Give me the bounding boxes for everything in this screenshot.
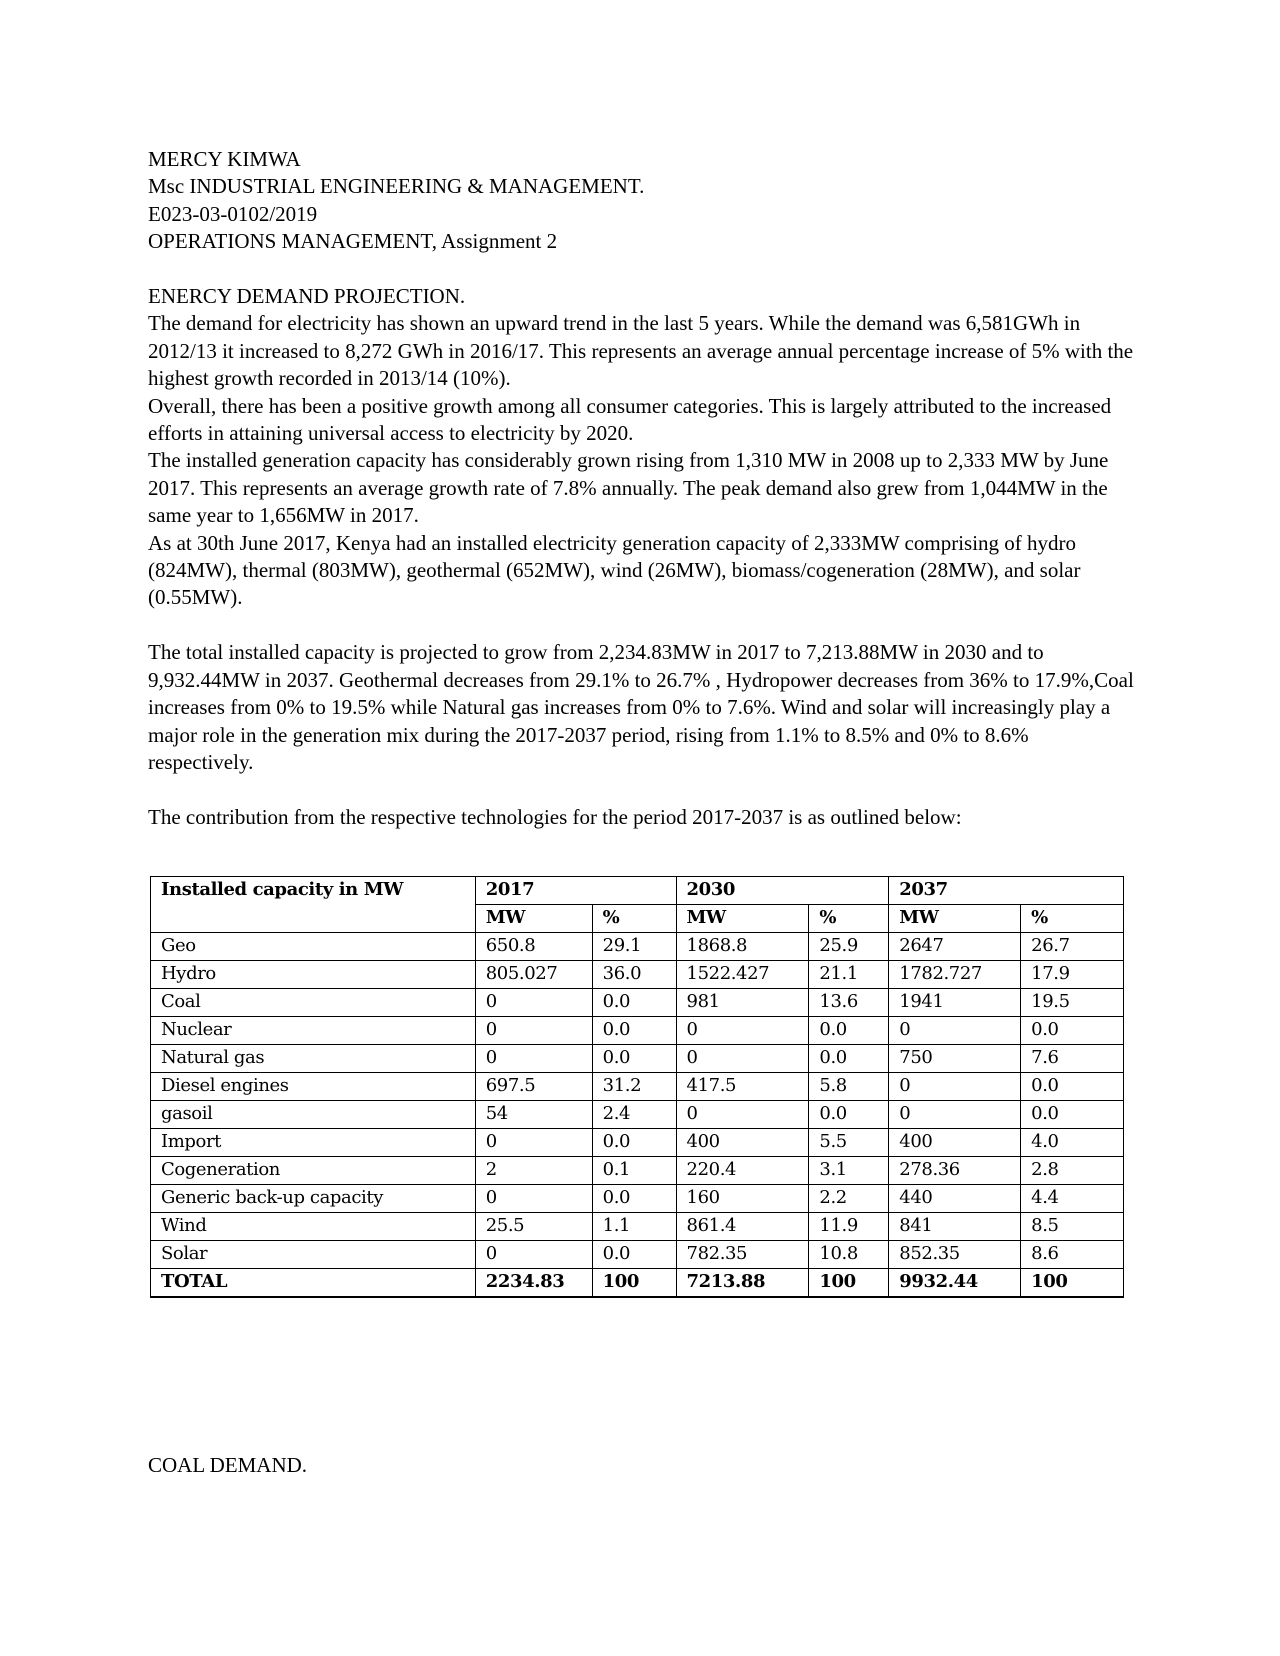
table-cell: 805.027 bbox=[475, 961, 592, 989]
table-row bbox=[151, 1129, 1124, 1157]
table-cell: 0.1 bbox=[592, 1157, 676, 1185]
table-cell: 0.0 bbox=[1021, 1017, 1124, 1045]
table-cell: 29.1 bbox=[592, 933, 676, 961]
technology-label: Wind bbox=[151, 1213, 476, 1241]
paragraph-table-intro: The contribution from the respective technologies for the period 2017-2037 is as outlined below: bbox=[148, 804, 962, 829]
table-cell: 1522.427 bbox=[676, 961, 809, 989]
section-title-coal-demand: COAL DEMAND. bbox=[148, 1453, 308, 1477]
table-cell: 1868.8 bbox=[676, 933, 809, 961]
table-cell: 650.8 bbox=[475, 933, 592, 961]
table-cell: 7.6 bbox=[1021, 1045, 1124, 1073]
table-cell: 2.8 bbox=[1021, 1157, 1124, 1185]
table-cell: 26.7 bbox=[1021, 933, 1124, 961]
subheader-cell: % bbox=[809, 905, 889, 933]
table-cell: 0 bbox=[889, 1073, 1021, 1101]
table-cell: 0.0 bbox=[592, 1129, 676, 1157]
table-row bbox=[151, 1157, 1124, 1185]
technology-label: Diesel engines bbox=[151, 1073, 476, 1101]
total-cell: 2234.83 bbox=[475, 1269, 592, 1298]
paragraph-capacity-projection: The total installed capacity is projected to grow from 2,234.83MW in 2017 to 7,213.88MW in 2030 and to 9,932.44MW in 2037. Geothermal decreases from 29.1% to 26.7% , Hydropower decreases from 36% to 17.9%,Coal increases from 0% to 19.5% while Natural gas increases from 0% to 7.6%. Wind and solar will increasingly play a major role in the generation mix during the 2017-2037 period, rising from 1.1% to 8.5% and 0% to 8.6% respectively. bbox=[148, 640, 1134, 774]
table-cell: 0 bbox=[475, 1017, 592, 1045]
table-corner-header: Installed capacity in MW bbox=[151, 877, 476, 933]
table-cell: 2 bbox=[475, 1157, 592, 1185]
table-cell: 10.8 bbox=[809, 1241, 889, 1269]
table-cell: 17.9 bbox=[1021, 961, 1124, 989]
total-cell: 7213.88 bbox=[676, 1269, 809, 1298]
table-cell: 54 bbox=[475, 1101, 592, 1129]
year-header-2037: 2037 bbox=[889, 877, 1124, 905]
table-row bbox=[151, 1101, 1124, 1129]
technology-label: Generic back-up capacity bbox=[151, 1185, 476, 1213]
installed-capacity-table bbox=[150, 876, 1124, 1298]
year-header-2017: 2017 bbox=[475, 877, 676, 905]
table-row bbox=[151, 933, 1124, 961]
table-cell: 31.2 bbox=[592, 1073, 676, 1101]
registration-number: E023-03-0102/2019 bbox=[148, 201, 318, 226]
table-cell: 852.35 bbox=[889, 1241, 1021, 1269]
table-cell: 4.0 bbox=[1021, 1129, 1124, 1157]
technology-label: Hydro bbox=[151, 961, 476, 989]
table-cell: 13.6 bbox=[809, 989, 889, 1017]
table-cell: 0.0 bbox=[592, 1241, 676, 1269]
technology-label: Coal bbox=[151, 989, 476, 1017]
table-row bbox=[151, 1185, 1124, 1213]
technology-label: gasoil bbox=[151, 1101, 476, 1129]
table-cell: 0 bbox=[475, 1185, 592, 1213]
table-cell: 278.36 bbox=[889, 1157, 1021, 1185]
table-cell: 3.1 bbox=[809, 1157, 889, 1185]
subheader-cell: MW bbox=[475, 905, 592, 933]
table-cell: 0.0 bbox=[592, 1185, 676, 1213]
subheader-cell: % bbox=[592, 905, 676, 933]
table-cell: 0.0 bbox=[592, 1045, 676, 1073]
paragraph-demand-trend: The demand for electricity has shown an upward trend in the last 5 years. While the demand was 6,581GWh in 2012/13 it increased to 8,272 GWh in 2016/17. This represents an average annual percentage increase of 5% with the highest growth recorded in 2013/14 (10%). bbox=[148, 311, 1134, 391]
table-row bbox=[151, 1213, 1124, 1241]
table-cell: 0 bbox=[889, 1017, 1021, 1045]
section-title-energy-demand: ENERCY DEMAND PROJECTION. bbox=[148, 284, 466, 309]
author-name: MERCY KIMWA bbox=[148, 147, 301, 171]
total-cell: 100 bbox=[1021, 1269, 1124, 1298]
technology-label: Natural gas bbox=[151, 1045, 476, 1073]
table-cell: 0.0 bbox=[809, 1045, 889, 1073]
table-total-row bbox=[151, 1269, 1124, 1298]
technology-label: Cogeneration bbox=[151, 1157, 476, 1185]
table-cell: 0 bbox=[475, 1129, 592, 1157]
table-cell: 0 bbox=[676, 1017, 809, 1045]
table-cell: 0 bbox=[676, 1101, 809, 1129]
year-header-2030: 2030 bbox=[676, 877, 889, 905]
table-row bbox=[151, 989, 1124, 1017]
table-cell: 981 bbox=[676, 989, 809, 1017]
table-cell: 1941 bbox=[889, 989, 1021, 1017]
table-cell: 0.0 bbox=[592, 989, 676, 1017]
technology-label: Geo bbox=[151, 933, 476, 961]
table-cell: 782.35 bbox=[676, 1241, 809, 1269]
table-cell: 0.0 bbox=[1021, 1073, 1124, 1101]
table-row bbox=[151, 1241, 1124, 1269]
table-cell: 220.4 bbox=[676, 1157, 809, 1185]
table-cell: 36.0 bbox=[592, 961, 676, 989]
table-cell: 0 bbox=[889, 1101, 1021, 1129]
table-cell: 417.5 bbox=[676, 1073, 809, 1101]
table-cell: 841 bbox=[889, 1213, 1021, 1241]
table-cell: 861.4 bbox=[676, 1213, 809, 1241]
table-row bbox=[151, 1017, 1124, 1045]
subheader-cell: MW bbox=[889, 905, 1021, 933]
subheader-cell: MW bbox=[676, 905, 809, 933]
paragraph-generation-mix-2017: As at 30th June 2017, Kenya had an installed electricity generation capacity of 2,333MW comprising of hydro (824MW), thermal (803MW), geothermal (652MW), wind (26MW), biomass/cogeneration (28MW), and solar (0.55MW). bbox=[148, 530, 1081, 610]
table-cell: 0 bbox=[475, 1241, 592, 1269]
table-cell: 0.0 bbox=[809, 1017, 889, 1045]
table-cell: 25.9 bbox=[809, 933, 889, 961]
table-cell: 1782.727 bbox=[889, 961, 1021, 989]
paragraph-installed-capacity: The installed generation capacity has considerably grown rising from 1,310 MW in 2008 up to 2,333 MW by June 2017. This represents an average growth rate of 7.8% annually. The peak demand also grew from 1,044MW in the same year to 1,656MW in 2017. bbox=[148, 448, 1109, 528]
table-cell: 8.5 bbox=[1021, 1213, 1124, 1241]
table-row bbox=[151, 1073, 1124, 1101]
technology-label: Import bbox=[151, 1129, 476, 1157]
technology-label: Solar bbox=[151, 1241, 476, 1269]
table-cell: 400 bbox=[889, 1129, 1021, 1157]
total-cell: 9932.44 bbox=[889, 1269, 1021, 1298]
paragraph-consumer-growth: Overall, there has been a positive growth among all consumer categories. This is largely attributed to the increased efforts in attaining universal access to electricity by 2020. bbox=[148, 393, 1112, 446]
total-label: TOTAL bbox=[151, 1269, 476, 1298]
table-cell: 19.5 bbox=[1021, 989, 1124, 1017]
table-row bbox=[151, 961, 1124, 989]
table-cell: 1.1 bbox=[592, 1213, 676, 1241]
table-row bbox=[151, 1045, 1124, 1073]
table-cell: 440 bbox=[889, 1185, 1021, 1213]
table-cell: 5.5 bbox=[809, 1129, 889, 1157]
subheader-cell: % bbox=[1021, 905, 1124, 933]
total-cell: 100 bbox=[592, 1269, 676, 1298]
table-cell: 0 bbox=[475, 1045, 592, 1073]
document-body bbox=[148, 146, 1138, 831]
table-cell: 160 bbox=[676, 1185, 809, 1213]
table-cell: 2.4 bbox=[592, 1101, 676, 1129]
table-cell: 25.5 bbox=[475, 1213, 592, 1241]
table-cell: 400 bbox=[676, 1129, 809, 1157]
table-cell: 8.6 bbox=[1021, 1241, 1124, 1269]
table-cell: 5.8 bbox=[809, 1073, 889, 1101]
table-cell: 11.9 bbox=[809, 1213, 889, 1241]
table-cell: 0.0 bbox=[1021, 1101, 1124, 1129]
table-cell: 2647 bbox=[889, 933, 1021, 961]
table-cell: 2.2 bbox=[809, 1185, 889, 1213]
table-cell: 697.5 bbox=[475, 1073, 592, 1101]
table-cell: 21.1 bbox=[809, 961, 889, 989]
program-name: Msc INDUSTRIAL ENGINEERING & MANAGEMENT. bbox=[148, 174, 645, 199]
course-title: OPERATIONS MANAGEMENT, Assignment 2 bbox=[148, 229, 558, 254]
table-cell: 0.0 bbox=[592, 1017, 676, 1045]
table-cell: 0 bbox=[676, 1045, 809, 1073]
table-cell: 750 bbox=[889, 1045, 1021, 1073]
total-cell: 100 bbox=[809, 1269, 889, 1298]
technology-label: Nuclear bbox=[151, 1017, 476, 1045]
table-cell: 0 bbox=[475, 989, 592, 1017]
table-cell: 0.0 bbox=[809, 1101, 889, 1129]
table-cell: 4.4 bbox=[1021, 1185, 1124, 1213]
